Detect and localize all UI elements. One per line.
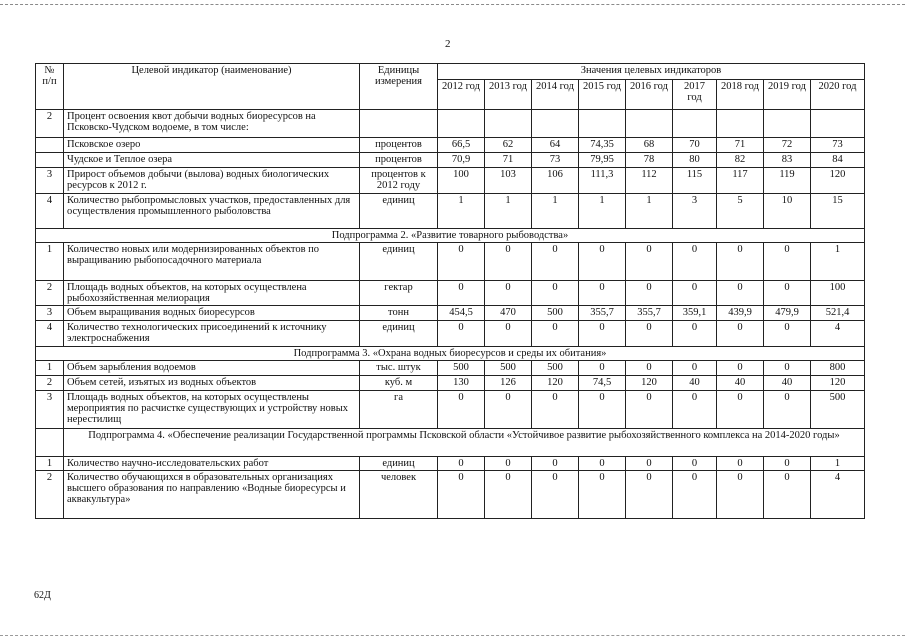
value-cell: 62 <box>485 138 532 153</box>
value-cell: 1 <box>532 194 579 229</box>
row-number: 2 <box>36 110 64 138</box>
value-cell: 79,95 <box>579 153 626 168</box>
value-cell: 74,5 <box>579 376 626 391</box>
indicator-name: Псковское озеро <box>64 138 360 153</box>
value-cell: 0 <box>438 457 485 471</box>
value-cell: 0 <box>626 471 673 519</box>
value-cell: 71 <box>485 153 532 168</box>
value-cell: 0 <box>626 361 673 376</box>
value-cell: 1 <box>811 243 865 281</box>
header-year: 2015 год <box>579 80 626 110</box>
subprogram-header-row <box>36 429 865 457</box>
value-cell: 0 <box>717 281 764 306</box>
value-cell: 0 <box>579 281 626 306</box>
value-cell: 0 <box>673 391 717 429</box>
value-cell: 0 <box>438 321 485 347</box>
value-cell: 112 <box>626 168 673 194</box>
indicator-name: Количество обучающихся в образовательных организациях высшего образования по направлению «Водные биоресурсы и аквакультура» <box>64 471 360 519</box>
value-cell: 0 <box>579 243 626 281</box>
table-row <box>36 168 865 194</box>
value-cell: 0 <box>532 391 579 429</box>
unit-cell: тонн <box>360 306 438 321</box>
header-year: 2013 год <box>485 80 532 110</box>
row-number: 2 <box>36 376 64 391</box>
value-cell: 120 <box>626 376 673 391</box>
row-number: 2 <box>36 281 64 306</box>
value-cell: 500 <box>532 361 579 376</box>
value-cell: 0 <box>673 471 717 519</box>
unit-cell: гектар <box>360 281 438 306</box>
unit-cell: га <box>360 391 438 429</box>
row-number: 4 <box>36 194 64 229</box>
header-year: 2014 год <box>532 80 579 110</box>
value-cell: 0 <box>532 457 579 471</box>
value-cell: 355,7 <box>579 306 626 321</box>
indicator-name: Количество рыбопромысловых участков, предоставленных для осуществления промышленного рыболовства <box>64 194 360 229</box>
value-cell <box>717 110 764 138</box>
unit-cell: тыс. штук <box>360 361 438 376</box>
value-cell: 117 <box>717 168 764 194</box>
value-cell: 84 <box>811 153 865 168</box>
row-number: 1 <box>36 457 64 471</box>
value-cell: 0 <box>626 457 673 471</box>
value-cell: 70 <box>673 138 717 153</box>
value-cell: 74,35 <box>579 138 626 153</box>
row-number: 1 <box>36 243 64 281</box>
value-cell: 0 <box>438 391 485 429</box>
value-cell: 70,9 <box>438 153 485 168</box>
footer-code: 62Д <box>34 590 51 601</box>
row-number <box>36 153 64 168</box>
value-cell: 40 <box>764 376 811 391</box>
indicator-name: Площадь водных объектов, на которых осуществлены мероприятия по расчистке существующих и устройству новых нерестилищ <box>64 391 360 429</box>
value-cell: 0 <box>579 321 626 347</box>
target-indicators-table <box>35 63 865 519</box>
value-cell: 0 <box>764 457 811 471</box>
header-values: Значения целевых индикаторов <box>438 64 865 80</box>
indicator-name: Площадь водных объектов, на которых осуществлена рыбохозяйственная мелиорация <box>64 281 360 306</box>
value-cell: 0 <box>673 361 717 376</box>
value-cell: 0 <box>764 243 811 281</box>
value-cell: 0 <box>532 243 579 281</box>
value-cell <box>811 110 865 138</box>
unit-cell: человек <box>360 471 438 519</box>
value-cell: 0 <box>579 391 626 429</box>
table-row <box>36 471 865 519</box>
value-cell: 78 <box>626 153 673 168</box>
table-row <box>36 110 865 138</box>
value-cell: 0 <box>626 321 673 347</box>
value-cell: 0 <box>438 471 485 519</box>
indicator-name: Объем зарыбления водоемов <box>64 361 360 376</box>
value-cell: 0 <box>485 391 532 429</box>
value-cell: 439,9 <box>717 306 764 321</box>
value-cell: 0 <box>438 281 485 306</box>
value-cell: 0 <box>717 457 764 471</box>
value-cell <box>673 110 717 138</box>
scan-top-edge <box>0 4 905 5</box>
value-cell <box>438 110 485 138</box>
value-cell: 0 <box>485 471 532 519</box>
value-cell: 100 <box>438 168 485 194</box>
value-cell: 0 <box>717 471 764 519</box>
table-row <box>36 138 865 153</box>
value-cell: 479,9 <box>764 306 811 321</box>
value-cell: 0 <box>717 391 764 429</box>
value-cell: 0 <box>485 243 532 281</box>
value-cell: 40 <box>673 376 717 391</box>
value-cell: 83 <box>764 153 811 168</box>
page-number: 2 <box>445 38 451 50</box>
unit-cell: процентов <box>360 153 438 168</box>
table-row <box>36 376 865 391</box>
value-cell <box>764 110 811 138</box>
subprogram-title: Подпрограмма 4. «Обеспечение реализации Государственной программы Псковской области «Устойчивое развитие рыбохозяйственного комплекса на 2014-2020 годы» <box>64 429 865 457</box>
indicator-name: Объем выращивания водных биоресурсов <box>64 306 360 321</box>
value-cell: 120 <box>811 376 865 391</box>
indicator-name: Прирост объемов добычи (вылова) водных биологических ресурсов к 2012 г. <box>64 168 360 194</box>
value-cell: 521,4 <box>811 306 865 321</box>
value-cell: 73 <box>811 138 865 153</box>
header-year: 2017 год <box>673 80 717 110</box>
value-cell: 10 <box>764 194 811 229</box>
subprogram-header-row <box>36 347 865 361</box>
unit-cell <box>360 110 438 138</box>
value-cell: 0 <box>579 457 626 471</box>
subprogram-header-row <box>36 229 865 243</box>
header-year: 2018 год <box>717 80 764 110</box>
value-cell: 470 <box>485 306 532 321</box>
value-cell: 0 <box>764 361 811 376</box>
value-cell: 1 <box>626 194 673 229</box>
value-cell: 68 <box>626 138 673 153</box>
value-cell: 0 <box>532 321 579 347</box>
table-row <box>36 391 865 429</box>
value-cell: 73 <box>532 153 579 168</box>
value-cell: 103 <box>485 168 532 194</box>
value-cell: 72 <box>764 138 811 153</box>
value-cell: 71 <box>717 138 764 153</box>
empty-cell <box>36 429 64 457</box>
value-cell: 80 <box>673 153 717 168</box>
value-cell: 130 <box>438 376 485 391</box>
value-cell: 3 <box>673 194 717 229</box>
value-cell: 0 <box>764 391 811 429</box>
value-cell: 0 <box>579 471 626 519</box>
value-cell: 1 <box>438 194 485 229</box>
header-year: 2016 год <box>626 80 673 110</box>
value-cell: 0 <box>485 281 532 306</box>
value-cell: 4 <box>811 471 865 519</box>
indicator-name: Чудское и Теплое озера <box>64 153 360 168</box>
value-cell: 0 <box>579 361 626 376</box>
value-cell: 115 <box>673 168 717 194</box>
value-cell: 4 <box>811 321 865 347</box>
value-cell: 66,5 <box>438 138 485 153</box>
row-number: 3 <box>36 391 64 429</box>
value-cell: 0 <box>717 243 764 281</box>
value-cell: 119 <box>764 168 811 194</box>
indicator-name: Процент освоения квот добычи водных биоресурсов на Псковско-Чудском водоеме, в том числе: <box>64 110 360 138</box>
value-cell: 126 <box>485 376 532 391</box>
value-cell: 0 <box>764 321 811 347</box>
table-row <box>36 306 865 321</box>
table-row <box>36 457 865 471</box>
unit-cell: куб. м <box>360 376 438 391</box>
value-cell: 0 <box>485 457 532 471</box>
value-cell: 0 <box>485 321 532 347</box>
value-cell: 800 <box>811 361 865 376</box>
row-number: 3 <box>36 306 64 321</box>
header-year: 2020 год <box>811 80 865 110</box>
value-cell: 0 <box>717 321 764 347</box>
indicator-name: Количество новых или модернизированных объектов по выращиванию рыбопосадочного материала <box>64 243 360 281</box>
subprogram-title: Подпрограмма 3. «Охрана водных биоресурсов и среды их обитания» <box>36 347 865 361</box>
value-cell: 40 <box>717 376 764 391</box>
value-cell <box>485 110 532 138</box>
indicator-name: Количество технологических присоединений к источнику электроснабжения <box>64 321 360 347</box>
value-cell: 0 <box>717 361 764 376</box>
subprogram-title: Подпрограмма 2. «Развитие товарного рыбоводства» <box>36 229 865 243</box>
table-row <box>36 321 865 347</box>
table-row <box>36 194 865 229</box>
header-indicator: Целевой индикатор (наименование) <box>64 64 360 110</box>
value-cell: 0 <box>532 471 579 519</box>
value-cell: 15 <box>811 194 865 229</box>
row-number: 2 <box>36 471 64 519</box>
value-cell: 454,5 <box>438 306 485 321</box>
table-row <box>36 281 865 306</box>
value-cell: 120 <box>532 376 579 391</box>
unit-cell: единиц <box>360 194 438 229</box>
row-number: 3 <box>36 168 64 194</box>
value-cell: 0 <box>673 243 717 281</box>
value-cell <box>626 110 673 138</box>
unit-cell: процентов <box>360 138 438 153</box>
value-cell: 500 <box>811 391 865 429</box>
value-cell <box>532 110 579 138</box>
value-cell: 120 <box>811 168 865 194</box>
value-cell: 5 <box>717 194 764 229</box>
table-row <box>36 361 865 376</box>
value-cell: 100 <box>811 281 865 306</box>
value-cell: 0 <box>626 281 673 306</box>
value-cell: 1 <box>811 457 865 471</box>
value-cell: 500 <box>438 361 485 376</box>
row-number: 1 <box>36 361 64 376</box>
value-cell: 359,1 <box>673 306 717 321</box>
unit-cell: единиц <box>360 457 438 471</box>
scan-bottom-edge <box>0 635 905 636</box>
value-cell: 0 <box>438 243 485 281</box>
value-cell: 1 <box>579 194 626 229</box>
unit-cell: процентов к 2012 году <box>360 168 438 194</box>
value-cell: 0 <box>764 281 811 306</box>
value-cell: 0 <box>673 321 717 347</box>
table-row <box>36 243 865 281</box>
value-cell: 0 <box>626 243 673 281</box>
value-cell: 0 <box>673 281 717 306</box>
row-number: 4 <box>36 321 64 347</box>
indicator-name: Объем сетей, изъятых из водных объектов <box>64 376 360 391</box>
value-cell: 64 <box>532 138 579 153</box>
value-cell: 500 <box>485 361 532 376</box>
value-cell: 111,3 <box>579 168 626 194</box>
value-cell: 106 <box>532 168 579 194</box>
header-year: 2012 год <box>438 80 485 110</box>
value-cell: 355,7 <box>626 306 673 321</box>
header-num: № п/п <box>36 64 64 110</box>
row-number <box>36 138 64 153</box>
value-cell <box>579 110 626 138</box>
value-cell: 0 <box>532 281 579 306</box>
value-cell: 0 <box>626 391 673 429</box>
value-cell: 82 <box>717 153 764 168</box>
table-row <box>36 153 865 168</box>
value-cell: 1 <box>485 194 532 229</box>
unit-cell: единиц <box>360 243 438 281</box>
indicator-name: Количество научно-исследовательских работ <box>64 457 360 471</box>
value-cell: 0 <box>673 457 717 471</box>
unit-cell: единиц <box>360 321 438 347</box>
value-cell: 500 <box>532 306 579 321</box>
header-units: Единицы измерения <box>360 64 438 110</box>
value-cell: 0 <box>764 471 811 519</box>
header-year: 2019 год <box>764 80 811 110</box>
